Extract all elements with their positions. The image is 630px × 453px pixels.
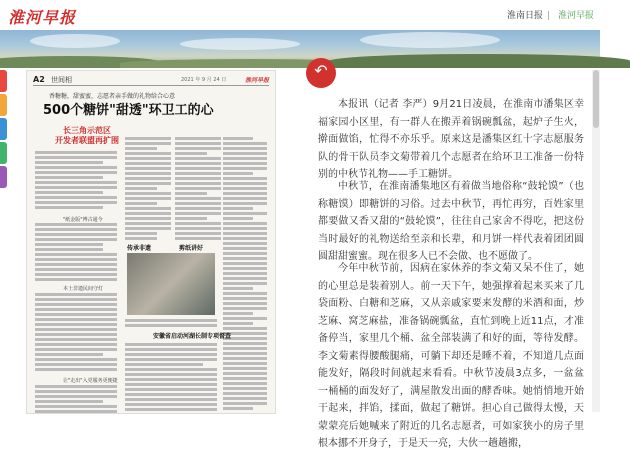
newspaper-text-line [35, 390, 117, 393]
newspaper-text-line [35, 253, 117, 256]
newspaper-page-image[interactable] [26, 70, 276, 414]
newspaper-text-line [223, 317, 267, 320]
newspaper-text-line [175, 182, 221, 185]
newspaper-text-line [125, 157, 171, 160]
header-banner [0, 30, 600, 68]
newspaper-text-line [223, 227, 267, 230]
link-huaihe-morning[interactable]: 淮河早报 [557, 11, 594, 21]
newspaper-text-line [175, 212, 221, 215]
newspaper-text-line [223, 327, 267, 330]
newspaper-text-line [125, 212, 171, 215]
newspaper-text-line [125, 353, 217, 356]
newspaper-text-line [223, 212, 267, 215]
newspaper-text-line [35, 186, 117, 189]
newspaper-text-line [223, 367, 267, 370]
newspaper-text-line [223, 192, 267, 195]
newspaper-text-line [223, 207, 253, 210]
newspaper-text-line [223, 182, 267, 185]
newspaper-text-line [223, 152, 267, 155]
newspaper-text-line [175, 237, 221, 240]
header-links [502, 8, 594, 21]
edition-number: A2 [33, 75, 45, 84]
newspaper-page-header [33, 75, 269, 86]
newspaper-text-line [125, 207, 171, 210]
article-paragraph: 今年中秋节前，因病在家休养的李文菊又呆不住了，她的心里总是装着别人。前一天下午，她强撑着起来买来了几袋面粉、白糖和芝麻，又从亲戚家要来发酵的米酒和面，炒芝麻、窝芝麻盐，准备锅碗瓢盆，直忙到晚上近11点，才准备停当，家里几个桶、盆全部装满了和好的面，等待发酵。李文菊素得腰酸腿痛，可躺下却还是睡不着，不知道几点面能发好，隔段时间就起来看看。中秋节凌晨3点多，一盆盆一桶桶的面发好了，满屋散发出面的酵香味。她悄悄地开始干起来，拌馅，揉面，做起了糖饼。担心自己做得太慢，天蒙蒙亮后她喊来了附近的几名志愿者，可如家狭小的房子里根本挪不开身子，于是天一亮，大伙一趟趟搬， [318, 263, 584, 449]
newspaper-text-line [125, 147, 157, 150]
newspaper-text-line [175, 192, 207, 195]
newspaper-subheadline-2: 安徽省启动河湖长制专项督查 [153, 333, 232, 340]
newspaper-text-line [125, 172, 171, 175]
link-separator: | [547, 11, 551, 21]
newspaper-text-line [223, 197, 267, 200]
newspaper-text-line [223, 397, 267, 400]
scrollbar-thumb[interactable] [593, 70, 599, 128]
page-scrollbar[interactable] [592, 70, 600, 412]
newspaper-text-line [223, 142, 267, 145]
back-icon[interactable]: ↶ [306, 58, 336, 88]
edition-name: 世间相 [51, 76, 72, 84]
newspaper-text-line [35, 368, 117, 371]
newspaper-text-line [223, 267, 267, 270]
newspaper-text-line [223, 392, 267, 395]
newspaper-text-line [223, 352, 267, 355]
newspaper-text-line [223, 377, 267, 380]
newspaper-text-line [223, 177, 267, 180]
newspaper-column-head: 本土非遗民间守灯 [63, 286, 104, 292]
newspaper-kicker: 香糖糖，甜蜜蜜，志愿者亲手做的礼物给合心意 [49, 93, 176, 100]
newspaper-text-line [223, 262, 267, 265]
newspaper-text-line [175, 142, 221, 145]
newspaper-text-line [125, 403, 217, 406]
newspaper-text-line [175, 137, 221, 140]
newspaper-text-line [223, 157, 267, 160]
newspaper-text-line [223, 382, 267, 385]
newspaper-text-line [125, 393, 217, 396]
newspaper-text-line [223, 217, 253, 220]
newspaper-text-line [223, 252, 267, 255]
newspaper-text-line [125, 192, 171, 195]
newspaper-text-line [35, 238, 117, 241]
newspaper-text-line [125, 137, 171, 140]
newspaper-text-line [125, 227, 171, 230]
newspaper-text-line [35, 181, 117, 184]
newspaper-text-line [175, 202, 221, 205]
newspaper-text-line [35, 248, 103, 251]
newspaper-text-line [35, 303, 117, 306]
newspaper-text-line [35, 343, 117, 346]
site-logo[interactable]: 淮河早报 [8, 8, 77, 27]
newspaper-text-line [35, 328, 117, 331]
newspaper-text-line [125, 358, 217, 361]
newspaper-text-line [223, 247, 267, 250]
newspaper-text-line [35, 196, 117, 199]
newspaper-text-line [35, 268, 117, 271]
newspaper-text-line [223, 237, 267, 240]
newspaper-text-line [35, 318, 117, 321]
newspaper-text-line [125, 167, 171, 170]
newspaper-text-line [35, 363, 117, 366]
newspaper-text-line [35, 151, 117, 154]
newspaper-text-line [223, 147, 267, 150]
banner-cloud [360, 32, 500, 48]
newspaper-text-line [35, 171, 117, 174]
newspaper-text-line [125, 324, 217, 327]
newspaper-masthead: 淮河早报 [244, 77, 269, 84]
banner-cloud [30, 34, 120, 48]
newspaper-text-line [125, 398, 217, 401]
newspaper-text-line [223, 407, 253, 410]
side-tab[interactable] [0, 94, 7, 116]
newspaper-text-line [125, 237, 157, 240]
newspaper-text-line [223, 137, 253, 140]
newspaper-text-line [35, 333, 117, 336]
newspaper-text-line [35, 358, 117, 361]
newspaper-text-line [175, 172, 221, 175]
newspaper-text-line [35, 258, 117, 261]
newspaper-text-line [223, 302, 267, 305]
newspaper-text-line [125, 177, 171, 180]
newspaper-text-line [223, 257, 267, 260]
newspaper-text-line [35, 243, 103, 246]
newspaper-text-line [223, 307, 267, 310]
side-tabs [0, 70, 7, 190]
newspaper-text-line [125, 142, 171, 145]
newspaper-caption: 剪纸讲好 [179, 245, 204, 252]
newspaper-text-line [125, 368, 217, 371]
newspaper-column-head: 让"走出"入党服务更便捷 [63, 378, 118, 384]
newspaper-text-line [175, 227, 221, 230]
side-tab[interactable] [0, 142, 7, 164]
newspaper-text-line [223, 387, 267, 390]
newspaper-text-line [35, 176, 103, 179]
newspaper-text-line [223, 402, 267, 405]
newspaper-text-line [125, 152, 171, 155]
newspaper-text-line [125, 162, 171, 165]
newspaper-text-line [125, 222, 171, 225]
newspaper-text-line [175, 177, 221, 180]
newspaper-text-line [175, 222, 221, 225]
newspaper-text-line [223, 347, 267, 350]
newspaper-text-line [223, 167, 267, 170]
newspaper-text-line [223, 172, 253, 175]
newspaper-text-line [35, 405, 117, 408]
newspaper-text-line [223, 162, 267, 165]
newspaper-text-line [35, 323, 117, 326]
newspaper-text-line [125, 319, 217, 322]
newspaper-text-line [223, 357, 267, 360]
newspaper-text-line [125, 187, 157, 190]
newspaper-text-line [35, 233, 117, 236]
newspaper-text-line [223, 287, 253, 290]
newspaper-text-line [223, 202, 267, 205]
newspaper-column-head: "纸金版"博古通今 [63, 217, 103, 223]
newspaper-text-line [35, 263, 117, 266]
article-paragraph: 中秋节，在淮南潘集地区有着做当地俗称“鼓轮馍”（也称糖馍）即糖饼的习俗。过去中秋节，再忙再穷，百姓家里都要做又香又甜的“鼓轮馍”，往往自己家舍不得吃，把这份当时最好的礼物送给至亲和长辈，和月饼一样代表着团团圆圆甜甜蜜蜜。现在很多人已不会做、也不愿做了。 [318, 181, 584, 262]
newspaper-text-line [35, 400, 103, 403]
newspaper-text-line [175, 162, 221, 165]
side-tab[interactable] [0, 166, 7, 188]
newspaper-text-line [35, 293, 117, 296]
newspaper-text-line [223, 312, 253, 315]
newspaper-text-line [35, 223, 117, 226]
newspaper-text-line [35, 410, 117, 413]
newspaper-text-line [35, 273, 117, 276]
newspaper-text-line [175, 232, 221, 235]
newspaper-text-line [125, 217, 171, 220]
banner-hill [330, 54, 630, 68]
newspaper-text-line [223, 242, 267, 245]
newspaper-text-line [223, 282, 267, 285]
newspaper-text-line [125, 232, 157, 235]
newspaper-text-line [35, 206, 103, 209]
newspaper-text-line [175, 157, 221, 160]
newspaper-text-line [223, 297, 267, 300]
newspaper-text-line [125, 348, 217, 351]
newspaper-text-line [223, 222, 267, 225]
newspaper-text-line [35, 278, 117, 281]
newspaper-headline: 500个糖饼"甜透"环卫工的心 [43, 103, 214, 118]
newspaper-photo [127, 253, 215, 315]
side-tab[interactable] [0, 70, 7, 92]
article-panel [292, 61, 592, 449]
newspaper-text-line [35, 166, 117, 169]
newspaper-text-line [175, 207, 221, 210]
newspaper-text-line [35, 348, 117, 351]
newspaper-text-line [125, 182, 171, 185]
newspaper-text-line [125, 197, 171, 200]
newspaper-text-line [175, 147, 221, 150]
newspaper-text-line [35, 308, 117, 311]
newspaper-text-line [125, 363, 203, 366]
link-huainan-daily[interactable]: 淮南日报 [507, 11, 544, 21]
edition-date: 2021 年 9 月 24 日 [181, 77, 227, 83]
article-paragraph: 本报讯（记者 李严）9月21日凌晨，在淮南市潘集区幸福家园小区里，有一群人在搬弄着锅碗瓢盆，起炉子生火，擀面做馅，忙得不亦乐乎。原来这是潘集区红十字志愿服务队的骨干队员李文菊带着几个志愿者在给环卫工准备一份特别的中秋节礼物——手工糖饼。 [318, 99, 584, 180]
newspaper-text-line [175, 217, 207, 220]
newspaper-caption: 传承非遗 [127, 245, 152, 252]
newspaper-text-line [223, 292, 267, 295]
newspaper-text-line [223, 362, 267, 365]
newspaper-text-line [175, 197, 221, 200]
newspaper-text-line [35, 353, 103, 356]
newspaper-text-line [175, 152, 207, 155]
site-header [0, 0, 600, 30]
newspaper-text-line [35, 161, 103, 164]
newspaper-text-line [35, 156, 117, 159]
newspaper-text-line [175, 187, 221, 190]
newspaper-text-line [125, 202, 157, 205]
newspaper-text-line [35, 313, 117, 316]
newspaper-text-line [125, 343, 217, 346]
newspaper-text-line [35, 338, 117, 341]
side-tab[interactable] [0, 118, 7, 140]
newspaper-text-line [35, 298, 117, 301]
newspaper-text-line [175, 167, 221, 170]
newspaper-text-line [223, 322, 253, 325]
newspaper-text-line [223, 372, 267, 375]
newspaper-text-line [35, 228, 117, 231]
banner-cloud [180, 38, 300, 50]
newspaper-text-line [223, 277, 267, 280]
newspaper-text-line [125, 373, 217, 376]
newspaper-text-line [125, 388, 217, 391]
newspaper-text-line [35, 201, 117, 204]
newspaper-text-line [223, 272, 267, 275]
newspaper-text-line [35, 191, 103, 194]
newspaper-text-line [125, 408, 217, 411]
newspaper-text-line [223, 342, 267, 345]
newspaper-text-line [125, 383, 217, 386]
newspaper-subheadline: 长三角示范区 开发者联盟再扩围 [55, 126, 119, 145]
newspaper-text-line [35, 385, 117, 388]
newspaper-text-line [125, 378, 217, 381]
newspaper-text-line [223, 187, 267, 190]
newspaper-text-line [223, 232, 267, 235]
newspaper-text-line [35, 395, 117, 398]
